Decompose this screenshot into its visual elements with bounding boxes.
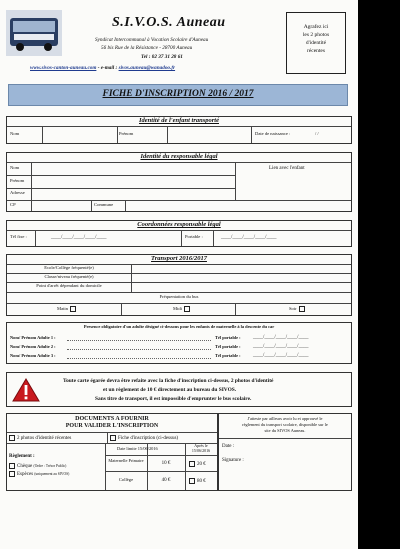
matin-option[interactable] xyxy=(57,306,76,312)
fee-college-after xyxy=(189,478,206,484)
adult-1-tel-label: Tél portable : xyxy=(215,335,241,340)
attest-line-3: site du SIVOS Auneau. xyxy=(264,428,306,433)
adult-1-label: Nom/ Prénom Adulte 1 : xyxy=(10,335,56,340)
transport-class-label: Classe/niveau fréquenté(e) xyxy=(44,274,94,279)
guardian-nom-label: Nom xyxy=(10,165,20,170)
especes-label: Espèces xyxy=(17,472,34,478)
org-line-2: 56 bis Rue de la Résistance - 28700 Auneau xyxy=(101,45,193,51)
fee-college-before: 40 € xyxy=(161,478,171,483)
org-title: S.I.V.O.S. Auneau xyxy=(112,15,226,30)
fee-primary-before: 10 € xyxy=(161,461,171,466)
reglement-label: Règlement : xyxy=(9,454,35,459)
title-band xyxy=(8,84,348,106)
attest-signature-label: Signature : xyxy=(222,458,244,463)
child-section xyxy=(6,116,352,144)
fee-primary-after-value: 20 € xyxy=(197,462,206,468)
guardian-commune-label: Commune xyxy=(94,202,114,207)
contact-heading: Coordonnées responsable légal xyxy=(137,221,221,228)
photo-box xyxy=(286,12,346,74)
guardian-adresse-label: Adresse xyxy=(10,190,25,195)
soir-option[interactable] xyxy=(289,306,305,312)
doc-photos-label: 2 photos d'identité récentes xyxy=(17,436,72,442)
transport-stop-label: Point d'arrêt dépendant du domicile xyxy=(36,283,102,288)
child-heading: Identité de l'enfant transporté xyxy=(139,117,219,124)
transport-heading: Transport 2016/2017 xyxy=(151,255,207,262)
attestation-section xyxy=(218,413,352,491)
midi-option[interactable] xyxy=(173,306,190,312)
website-link[interactable]: www.sivos-canton-auneau.com xyxy=(30,65,97,71)
org-line-1: Syndicat Intercommunal à Vocation Scolaire d'Auneau xyxy=(95,37,209,43)
guardian-lien-label: Lien avec l'enfant xyxy=(269,166,305,171)
adult-2-tel-label: Tél portable : xyxy=(215,344,241,349)
warning-line-2: et un règlement de 10 € directement au bureau du SIVOS. xyxy=(103,387,237,393)
photo-line-3: d'identité xyxy=(305,40,327,46)
adult-1-tel-blanks: ____/____/____/____/____ xyxy=(253,335,309,340)
especes-note: (uniquement au SIVOS) xyxy=(34,472,70,477)
cheque-option[interactable] xyxy=(9,463,66,469)
documents-heading-2: POUR VALIDER L'INSCRIPTION xyxy=(65,423,159,429)
doc-form-checkbox[interactable] xyxy=(110,435,116,441)
fee-col-late: Après le 15/06/2016 xyxy=(191,443,211,453)
attest-line-1: J'atteste par ailleurs avoir lu et approuvé le xyxy=(247,416,323,421)
fee-row-college: Collège xyxy=(118,477,134,482)
doc-photos-checkbox[interactable] xyxy=(9,435,15,441)
documents-section xyxy=(6,413,218,491)
warning-section xyxy=(6,372,352,407)
fee-col-deadline: Date limite 15/06/2016 xyxy=(117,446,158,451)
guardian-section xyxy=(6,152,352,212)
child-prenom-label: Prénom xyxy=(119,131,134,136)
attest-date-label: Date : xyxy=(222,444,235,449)
matin-checkbox[interactable] xyxy=(70,306,76,312)
adult-3-tel-blanks: ____/____/____/____/____ xyxy=(253,353,309,358)
fee-primary-after xyxy=(189,461,206,467)
warning-icon xyxy=(12,378,40,407)
guardian-prenom-label: Prénom xyxy=(10,178,25,183)
tel-fixe-blanks: ____/____/____/____/____ xyxy=(51,235,107,240)
org-line-3: Tel : 02 37 31 28 61 xyxy=(141,54,183,60)
doc-form-item[interactable] xyxy=(110,435,178,441)
tel-fixe-label: Tél fixe : xyxy=(10,234,27,239)
child-nom-label: Nom xyxy=(10,131,20,136)
adult-2-tel-blanks: ____/____/____/____/____ xyxy=(253,344,309,349)
fee-row-primary: Maternelle Primaire xyxy=(108,458,144,463)
portable-label: Portable : xyxy=(185,234,203,239)
adults-note: Presence obligatoire d'un adulte désigné ci-dessous pour les enfants de maternelle à la descente du car xyxy=(83,324,275,329)
child-dob-label: Date de naissance : xyxy=(255,131,291,136)
guardian-heading: Identité du responsable légal xyxy=(140,153,218,160)
fee-college-after-checkbox[interactable] xyxy=(189,478,195,484)
photo-line-1: Agrafez ici xyxy=(303,24,329,30)
cheque-label: Chèque xyxy=(17,464,33,470)
photo-line-2: les 2 photos xyxy=(302,32,330,38)
fee-college-after-value: 80 € xyxy=(197,479,206,485)
child-dob-slashes: / / xyxy=(315,131,319,136)
especes-option[interactable] xyxy=(9,471,69,477)
adult-3-tel-label: Tél portable : xyxy=(215,353,241,358)
especes-checkbox[interactable] xyxy=(9,471,15,477)
cheque-note: (Ordre : Trésor Public) xyxy=(33,464,67,469)
adult-2-label: Nom/ Prénom Adulte 2 : xyxy=(10,344,56,349)
bus-logo xyxy=(6,10,62,56)
transport-school-label: Ecole/Collège fréquenté(e) xyxy=(44,265,94,270)
midi-label: Midi xyxy=(173,306,182,312)
adult-3-label: Nom/ Prénom Adulte 3 : xyxy=(10,353,56,358)
portable-blanks: ____/____/____/____/____ xyxy=(221,235,277,240)
form-title: FICHE D'INSCRIPTION 2016 / 2017 xyxy=(102,89,254,99)
soir-label: Soir xyxy=(289,306,297,312)
photo-line-4: récentes xyxy=(306,48,325,54)
email-label: - e-mail : xyxy=(97,65,119,71)
doc-photos-item[interactable] xyxy=(9,435,71,441)
adults-section xyxy=(6,322,352,364)
transport-section xyxy=(6,254,352,316)
documents-heading-1: DOCUMENTS A FOURNIR xyxy=(75,416,149,422)
warning-line-3: Sans titre de transport, il est impossible d'emprunter le bus scolaire. xyxy=(95,396,252,402)
doc-form-label: Fiche d'inscription (ci-dessus) xyxy=(118,436,179,442)
email-link[interactable]: sivos.auneau@wanadoo.fr xyxy=(118,65,176,71)
matin-label: Matin xyxy=(57,306,68,312)
attest-line-2: règlement du transport scolaire, disponible sur le xyxy=(242,422,328,427)
cheque-checkbox[interactable] xyxy=(9,463,15,469)
contact-section xyxy=(6,220,352,247)
guardian-cp-label: CP xyxy=(10,202,16,207)
contact-line xyxy=(30,66,175,71)
fee-primary-after-checkbox[interactable] xyxy=(189,461,195,467)
soir-checkbox[interactable] xyxy=(299,306,305,312)
bus-frequency-label: Fréquentation du bus xyxy=(159,294,199,299)
midi-checkbox[interactable] xyxy=(184,306,190,312)
warning-line-1: Toute carte égarée devra être refaite avec la fiche d'inscription ci-dessus, 2 photos d'identité xyxy=(63,378,274,384)
fee-table xyxy=(105,443,217,490)
